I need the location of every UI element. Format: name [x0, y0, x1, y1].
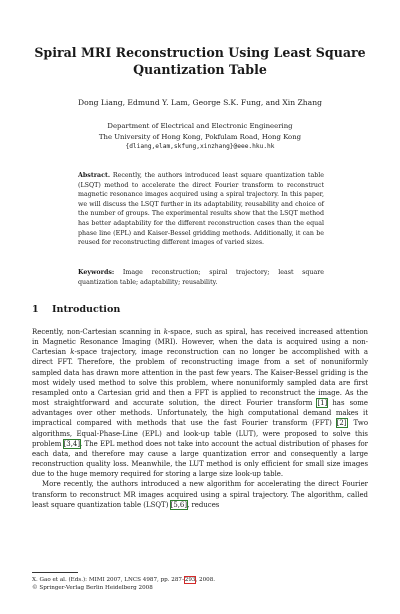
- section-heading: [32, 304, 368, 315]
- footer-text: X. Gao et al. (Eds.): MIMI 2007, LNCS 4987, pp. 287–: [32, 577, 185, 583]
- text-run: -space, such as spiral, has received increased attention in Magnetic Resonance Imaging (MRI). However, when the data is acquired using a non-Cartesian: [32, 328, 368, 357]
- footer-copyright: © Springer-Verlag Berlin Heidelberg 2008: [32, 585, 153, 591]
- footer: [32, 576, 368, 592]
- footer-text: , 2008.: [195, 577, 216, 583]
- page-number-link[interactable]: 293: [184, 577, 196, 583]
- title-line-1: Spiral MRI Reconstruction Using Least Square: [34, 45, 366, 60]
- section-title: Introduction: [52, 304, 121, 315]
- text-run: More recently, the authors introduced a new algorithm for accelerating the direct Fourier transform to reconstruct MR images acquired using a spiral trajectory. The algorithm, called least square quantization table (LSQT): [32, 480, 368, 509]
- author-email: {dliang,elam,skfung,xinzhang}@eee.hku.hk: [125, 143, 275, 150]
- text-run: . The EPL method does not take into account the actual distribution of phases for each data, and therefore may cause a large quantization error and consequently a large reconstruction quality loss. Meanwhile, the LUT method is only efficient for small size images due to the huge memory required for storing a large size look-up table.: [32, 439, 368, 479]
- text-run: has some advantages over other methods. Unfortunately, the high computational demand makes it impractical compared with methods that use the fast Fourier transform (FFT): [32, 399, 368, 428]
- body-text: [32, 327, 368, 510]
- paragraph-1: [32, 327, 368, 479]
- keywords-text: Image reconstruction; spiral trajectory; least square quantization table; adaptability; reusability.: [78, 269, 324, 286]
- paragraph-2: [32, 479, 368, 509]
- abstract: [78, 171, 324, 248]
- text-run: -space trajectory, image reconstruction can no longer be accomplished with a direct FFT. Therefore, the problem of reconstructing image from a set of nonuniformly sampled data has drawn more attention in the past few years. The Kaiser-Bessel griding is the most widely used method to solve this problem, where nonuniformly sampled data are first resampled onto a Cartesian grid and then a FFT is applied to reconstruct the image. As the most straightforward and accurate solution, the direct Fourier transform: [32, 348, 369, 408]
- text-run: Recently, non-Cartesian scanning in: [32, 328, 164, 336]
- italic-k: k: [70, 348, 75, 357]
- title-line-2: Quantization Table: [133, 62, 267, 77]
- text-run: , reduces: [187, 500, 220, 509]
- abstract-label: Abstract.: [78, 172, 111, 179]
- citation-link[interactable]: [5,6]: [170, 500, 188, 509]
- keywords: [78, 268, 324, 287]
- affiliation-university: The University of Hong Kong, Pokfulam Road, Hong Kong: [98, 132, 302, 141]
- text-run: . Two algorithms, Equal-Phase-Line (EPL) and look-up table (LUT), were proposed to solve this problem: [32, 419, 369, 448]
- affiliation-department: Department of Electrical and Electronic Engineering: [107, 122, 293, 130]
- paper-title: [30, 44, 370, 78]
- author-list: Dong Liang, Edmund Y. Lam, George S.K. Fung, and Xin Zhang: [78, 98, 322, 107]
- keywords-label: Keywords:: [78, 269, 115, 276]
- section-number: 1: [32, 304, 39, 315]
- italic-k: k: [163, 328, 168, 336]
- affiliation: [30, 121, 370, 153]
- footer-citation: [32, 576, 368, 584]
- citation-link[interactable]: [2]: [336, 419, 347, 428]
- citation-link[interactable]: [1]: [317, 399, 328, 408]
- abstract-text: Recently, the authors introduced least square quantization table (LSQT) method to accelerate the direct Fourier transform to reconstruct magnetic resonance images acquired using a spiral trajectory. In this paper, we will discuss the LSQT further in its adaptability, reusability and choice of the number of groups. The experimental results show that the LSQT method has better adaptability for the different reconstruction cases than the equal phase line (EPL) and Kaiser-Bessel gridding methods. Additionally, it can be reused for reconstructing different images of varied sizes.: [78, 172, 324, 247]
- citation-link[interactable]: [3,4]: [63, 439, 81, 448]
- footnote-rule: [32, 572, 78, 573]
